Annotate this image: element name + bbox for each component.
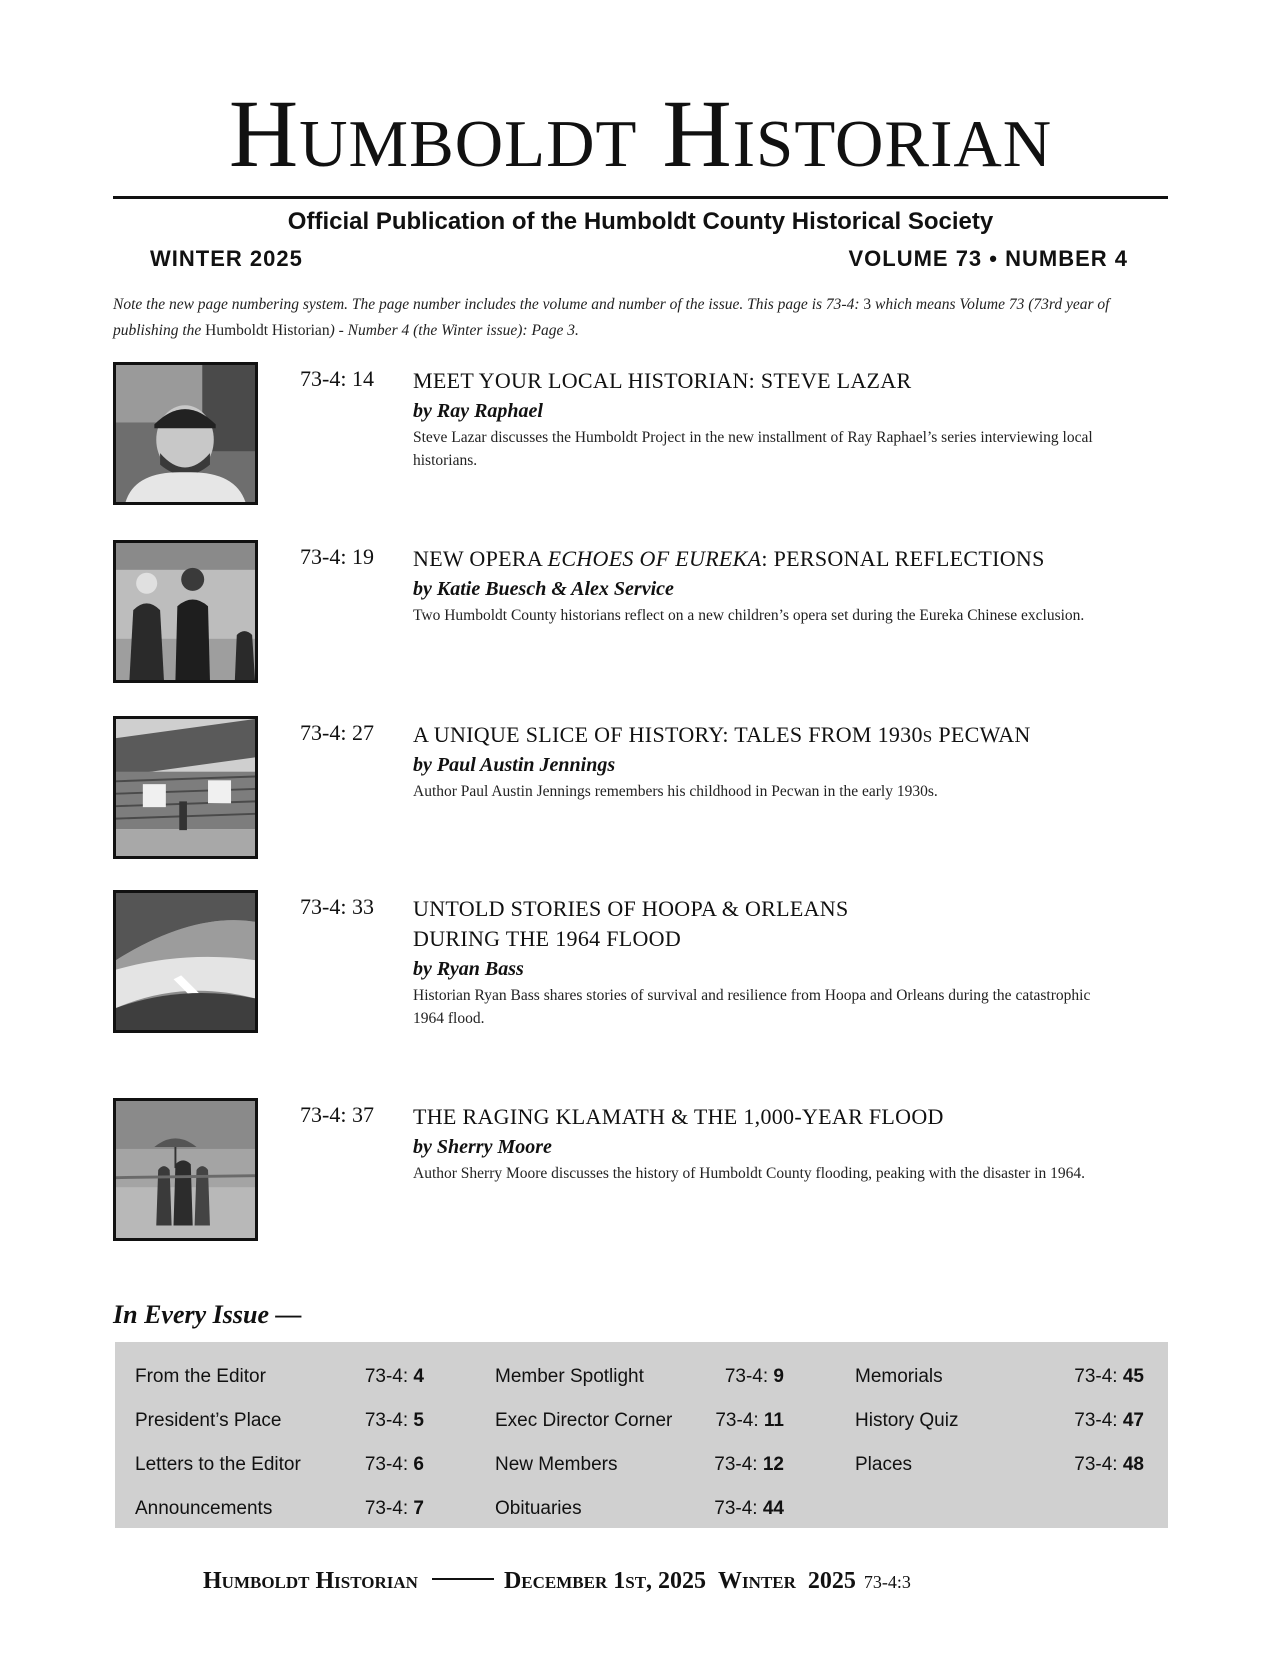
- article-entry[interactable]: [113, 540, 1173, 700]
- article-photo-rain: [113, 1098, 258, 1241]
- every-issue-page: 73-4: 12: [714, 1454, 784, 1475]
- every-issue-item[interactable]: History Quiz: [855, 1410, 959, 1431]
- every-issue-page: 73-4: 47: [1074, 1410, 1144, 1431]
- note-text-3: ) - Number 4 (the Winter issue): Page 3.: [329, 322, 579, 339]
- article-description: Steve Lazar discusses the Humboldt Project in the new installment of Ray Raphael’s series interviewing local historians.: [413, 429, 1093, 469]
- article-description: Two Humboldt County historians reflect on a new children’s opera set during the Eureka Chinese exclusion.: [413, 607, 1085, 624]
- every-issue-item[interactable]: Obituaries: [495, 1498, 582, 1519]
- article-entry[interactable]: [113, 890, 1173, 1050]
- footer-year: 2025: [807, 1568, 856, 1594]
- footer-dash: [432, 1578, 494, 1580]
- every-issue-heading: In Every Issue —: [113, 1300, 302, 1329]
- every-issue-page: 73-4: 44: [714, 1498, 784, 1519]
- article-photo-portrait: [113, 362, 258, 505]
- article-page-ref: 73-4: 37: [300, 1102, 374, 1127]
- every-issue-page: 73-4: 11: [715, 1410, 784, 1431]
- page-footer: [203, 1568, 911, 1595]
- article-byline: by Ryan Bass: [413, 958, 524, 980]
- note-publication-name: Humboldt Historian: [205, 322, 330, 339]
- article-title-opera-name: ECHOES OF EUREKA: [547, 546, 762, 571]
- footer-publication: Humboldt Historian: [203, 1568, 418, 1594]
- every-issue-item[interactable]: Exec Director Corner: [495, 1410, 673, 1431]
- article-title-part: A UNIQUE SLICE OF HISTORY: TALES FROM 1930: [413, 722, 923, 747]
- article-page-ref: 73-4: 14: [300, 366, 374, 391]
- publication-subtitle: Official Publication of the Humboldt County Historical Society: [287, 208, 994, 235]
- article-entry[interactable]: [113, 1098, 1173, 1258]
- issue-volume: VOLUME 73 • NUMBER 4: [848, 246, 1128, 271]
- every-issue-box: [115, 1342, 1168, 1528]
- every-issue-page: 73-4: 6: [364, 1454, 424, 1475]
- article-title[interactable]: MEET YOUR LOCAL HISTORIAN: STEVE LAZAR: [413, 368, 912, 393]
- every-issue-item[interactable]: President’s Place: [135, 1410, 282, 1431]
- article-page-ref: 73-4: 27: [300, 720, 374, 745]
- article-byline: by Sherry Moore: [413, 1136, 552, 1158]
- every-issue-page: 73-4: 48: [1074, 1454, 1144, 1475]
- article-entry[interactable]: [113, 362, 1173, 522]
- article-title[interactable]: THE RAGING KLAMATH & THE 1,000-YEAR FLOOD: [413, 1104, 944, 1129]
- article-description: Author Paul Austin Jennings remembers his childhood in Pecwan in the early 1930s.: [413, 783, 938, 800]
- article-title[interactable]: [413, 544, 1173, 574]
- article-title[interactable]: [413, 894, 1173, 954]
- masthead-rule: [113, 196, 1168, 199]
- issue-season: WINTER 2025: [150, 246, 303, 271]
- every-issue-item[interactable]: Announcements: [135, 1498, 273, 1519]
- every-issue-item[interactable]: Places: [855, 1454, 913, 1475]
- article-title-part: : PERSONAL REFLECTIONS: [761, 546, 1045, 571]
- every-issue-page: 73-4: 9: [724, 1366, 784, 1387]
- article-byline: by Katie Buesch & Alex Service: [413, 578, 674, 600]
- every-issue-item[interactable]: Member Spotlight: [495, 1366, 644, 1387]
- every-issue-page: 73-4: 4: [364, 1366, 424, 1387]
- article-page-ref: 73-4: 19: [300, 544, 374, 569]
- publication-title: Humboldt Historian: [228, 80, 1053, 187]
- article-description: Historian Ryan Bass shares stories of survival and resilience from Hoopa and Orleans during the catastrophic 1964 flood.: [413, 987, 1091, 1027]
- article-photo-flood: [113, 890, 258, 1033]
- page-numbering-note: [113, 292, 1173, 344]
- article-byline: by Paul Austin Jennings: [413, 754, 616, 776]
- every-issue-page: 73-4: 7: [364, 1498, 424, 1519]
- article-page-ref: 73-4: 33: [300, 894, 374, 919]
- footer-season: Winter: [718, 1568, 796, 1594]
- footer-folio: 73-4:3: [863, 1572, 911, 1592]
- every-issue-item[interactable]: Memorials: [855, 1366, 943, 1387]
- article-description: Author Sherry Moore discusses the history of Humboldt County flooding, peaking with the disaster in 1964.: [413, 1165, 1086, 1182]
- note-page-digit: 3: [863, 296, 872, 313]
- article-title-part: PECWAN: [932, 722, 1031, 747]
- every-issue-item[interactable]: Letters to the Editor: [135, 1454, 301, 1475]
- article-photo-cabin: [113, 716, 258, 859]
- every-issue-page: 73-4: 45: [1074, 1366, 1144, 1387]
- article-title-part: NEW OPERA: [413, 546, 548, 571]
- every-issue-item[interactable]: New Members: [495, 1454, 618, 1475]
- article-title-line: DURING THE 1964 FLOOD: [413, 926, 682, 951]
- article-title-part: S: [922, 727, 933, 746]
- every-issue-page: 73-4: 5: [364, 1410, 424, 1431]
- article-title[interactable]: [413, 720, 1173, 752]
- article-photo-opera: [113, 540, 258, 683]
- note-text-2: which means Volume 73 (73rd year of publishing the: [113, 296, 1110, 339]
- every-issue-item[interactable]: From the Editor: [135, 1366, 266, 1387]
- article-byline: by Ray Raphael: [413, 400, 543, 422]
- footer-date: December 1st, 2025: [503, 1568, 707, 1594]
- article-title-line: UNTOLD STORIES OF HOOPA & ORLEANS: [413, 896, 849, 921]
- note-text-1: Note the new page numbering system. The page number includes the volume and number of the issue. This page is 73-4:: [113, 296, 864, 313]
- article-entry[interactable]: [113, 716, 1173, 876]
